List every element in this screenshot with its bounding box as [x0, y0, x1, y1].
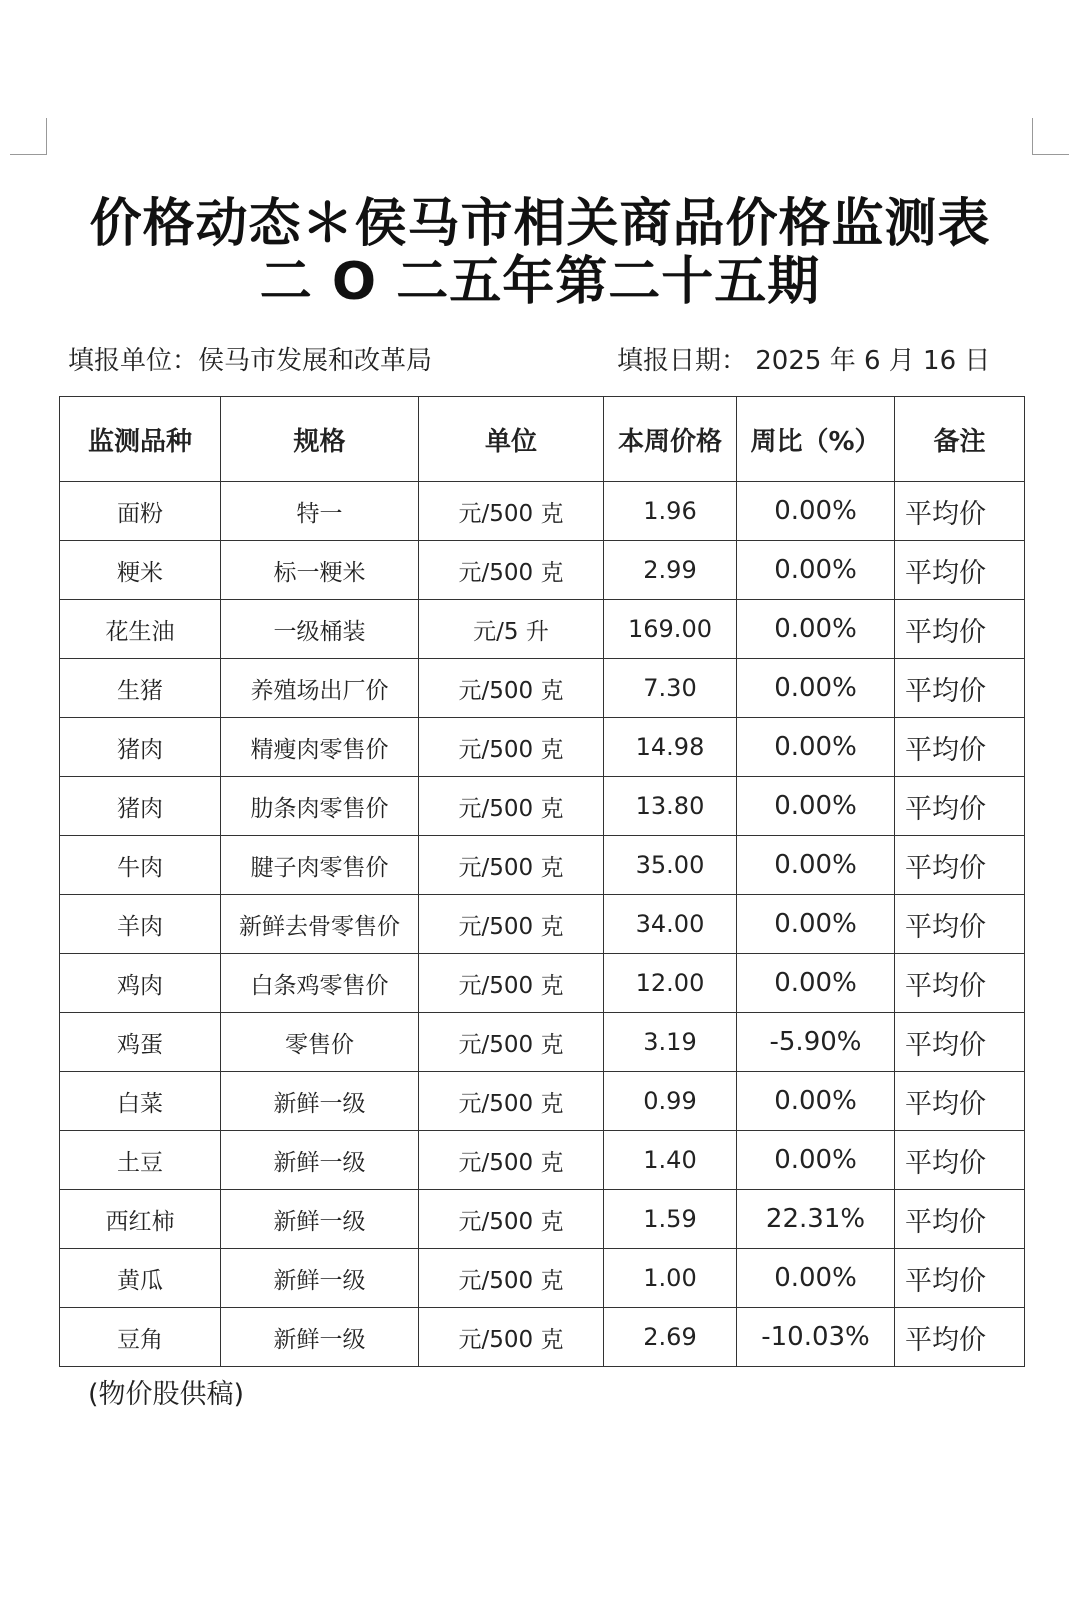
cell-spec: 白条鸡零售价 [221, 954, 419, 1013]
cell-item: 面粉 [60, 482, 221, 541]
cell-price: 1.00 [604, 1249, 737, 1308]
cell-unit: 元/500 克 [419, 895, 604, 954]
cell-note: 平均价 [895, 895, 1025, 954]
cell-note: 平均价 [895, 600, 1025, 659]
cell-weekly-change: 0.00% [737, 836, 895, 895]
header-weekly-change: 周比（%） [737, 397, 895, 482]
cell-spec: 精瘦肉零售价 [221, 718, 419, 777]
cell-note: 平均价 [895, 1013, 1025, 1072]
cell-unit: 元/500 克 [419, 1190, 604, 1249]
cell-weekly-change: 0.00% [737, 659, 895, 718]
cell-item: 羊肉 [60, 895, 221, 954]
cell-price: 1.40 [604, 1131, 737, 1190]
cell-unit: 元/500 克 [419, 836, 604, 895]
cell-unit: 元/500 克 [419, 1131, 604, 1190]
cell-note: 平均价 [895, 1131, 1025, 1190]
cell-spec: 新鲜一级 [221, 1249, 419, 1308]
header-price: 本周价格 [604, 397, 737, 482]
cell-note: 平均价 [895, 541, 1025, 600]
cell-weekly-change: 0.00% [737, 1249, 895, 1308]
cell-item: 鸡肉 [60, 954, 221, 1013]
cell-price: 14.98 [604, 718, 737, 777]
cell-unit: 元/500 克 [419, 1308, 604, 1367]
cell-note: 平均价 [895, 718, 1025, 777]
cell-price: 1.59 [604, 1190, 737, 1249]
cell-price: 34.00 [604, 895, 737, 954]
cell-item: 猪肉 [60, 777, 221, 836]
cell-price: 12.00 [604, 954, 737, 1013]
cell-item: 白菜 [60, 1072, 221, 1131]
table-row [60, 895, 1025, 954]
table-row [60, 954, 1025, 1013]
table-row [60, 1249, 1025, 1308]
cell-weekly-change: 0.00% [737, 718, 895, 777]
document-issue: 二 O 二五年第二十五期 [259, 252, 821, 312]
cell-price: 169.00 [604, 600, 737, 659]
cell-price: 3.19 [604, 1013, 737, 1072]
cell-spec: 腱子肉零售价 [221, 836, 419, 895]
cell-item: 豆角 [60, 1308, 221, 1367]
cell-unit: 元/5 升 [419, 600, 604, 659]
price-monitoring-table [59, 396, 1025, 1367]
cell-price: 35.00 [604, 836, 737, 895]
cell-spec: 零售价 [221, 1013, 419, 1072]
cell-weekly-change: 0.00% [737, 777, 895, 836]
cell-item: 猪肉 [60, 718, 221, 777]
cell-weekly-change: 0.00% [737, 541, 895, 600]
cell-note: 平均价 [895, 1249, 1025, 1308]
cell-item: 西红柿 [60, 1190, 221, 1249]
cell-spec: 标一粳米 [221, 541, 419, 600]
table-row [60, 1190, 1025, 1249]
cell-price: 2.99 [604, 541, 737, 600]
header-spec: 规格 [221, 397, 419, 482]
cell-unit: 元/500 克 [419, 659, 604, 718]
cell-item: 粳米 [60, 541, 221, 600]
document-title: 价格动态＊侯马市相关商品价格监测表 [89, 194, 991, 254]
cell-note: 平均价 [895, 659, 1025, 718]
cell-weekly-change: -5.90% [737, 1013, 895, 1072]
cell-spec: 养殖场出厂价 [221, 659, 419, 718]
cell-unit: 元/500 克 [419, 482, 604, 541]
cell-note: 平均价 [895, 1190, 1025, 1249]
cell-unit: 元/500 克 [419, 954, 604, 1013]
cell-price: 2.69 [604, 1308, 737, 1367]
table-row [60, 482, 1025, 541]
crop-mark-top-left [10, 118, 47, 155]
cell-note: 平均价 [895, 1072, 1025, 1131]
cell-item: 鸡蛋 [60, 1013, 221, 1072]
footer-source: (物价股供稿) [88, 1379, 245, 1410]
table-row [60, 836, 1025, 895]
cell-weekly-change: 0.00% [737, 895, 895, 954]
cell-spec: 新鲜一级 [221, 1190, 419, 1249]
cell-item: 土豆 [60, 1131, 221, 1190]
cell-item: 花生油 [60, 600, 221, 659]
cell-weekly-change: 0.00% [737, 954, 895, 1013]
cell-unit: 元/500 克 [419, 1013, 604, 1072]
cell-note: 平均价 [895, 482, 1025, 541]
cell-note: 平均价 [895, 954, 1025, 1013]
header-item: 监测品种 [60, 397, 221, 482]
cell-price: 7.30 [604, 659, 737, 718]
table-header-row [60, 397, 1025, 482]
table-row [60, 1072, 1025, 1131]
cell-note: 平均价 [895, 836, 1025, 895]
reporting-date: 填报日期： 2025 年 6 月 16 日 [617, 346, 991, 376]
cell-item: 生猪 [60, 659, 221, 718]
table-row [60, 1131, 1025, 1190]
table-row [60, 718, 1025, 777]
cell-note: 平均价 [895, 1308, 1025, 1367]
cell-spec: 新鲜一级 [221, 1308, 419, 1367]
cell-note: 平均价 [895, 777, 1025, 836]
header-note: 备注 [895, 397, 1025, 482]
cell-spec: 新鲜去骨零售价 [221, 895, 419, 954]
reporting-unit: 填报单位：侯马市发展和改革局 [68, 346, 433, 376]
cell-unit: 元/500 克 [419, 1249, 604, 1308]
cell-price: 1.96 [604, 482, 737, 541]
cell-item: 黄瓜 [60, 1249, 221, 1308]
cell-weekly-change: -10.03% [737, 1308, 895, 1367]
table-row [60, 1013, 1025, 1072]
crop-mark-top-right [1032, 118, 1069, 155]
cell-price: 0.99 [604, 1072, 737, 1131]
cell-spec: 肋条肉零售价 [221, 777, 419, 836]
cell-spec: 一级桶装 [221, 600, 419, 659]
cell-spec: 新鲜一级 [221, 1131, 419, 1190]
cell-spec: 新鲜一级 [221, 1072, 419, 1131]
cell-spec: 特一 [221, 482, 419, 541]
cell-item: 牛肉 [60, 836, 221, 895]
cell-weekly-change: 0.00% [737, 1072, 895, 1131]
cell-unit: 元/500 克 [419, 777, 604, 836]
table-row [60, 600, 1025, 659]
table-row [60, 541, 1025, 600]
cell-unit: 元/500 克 [419, 718, 604, 777]
table-row [60, 777, 1025, 836]
cell-weekly-change: 22.31% [737, 1190, 895, 1249]
header-unit: 单位 [419, 397, 604, 482]
cell-weekly-change: 0.00% [737, 1131, 895, 1190]
table-row [60, 1308, 1025, 1367]
cell-unit: 元/500 克 [419, 541, 604, 600]
table-row [60, 659, 1025, 718]
cell-price: 13.80 [604, 777, 737, 836]
cell-weekly-change: 0.00% [737, 482, 895, 541]
cell-weekly-change: 0.00% [737, 600, 895, 659]
cell-unit: 元/500 克 [419, 1072, 604, 1131]
